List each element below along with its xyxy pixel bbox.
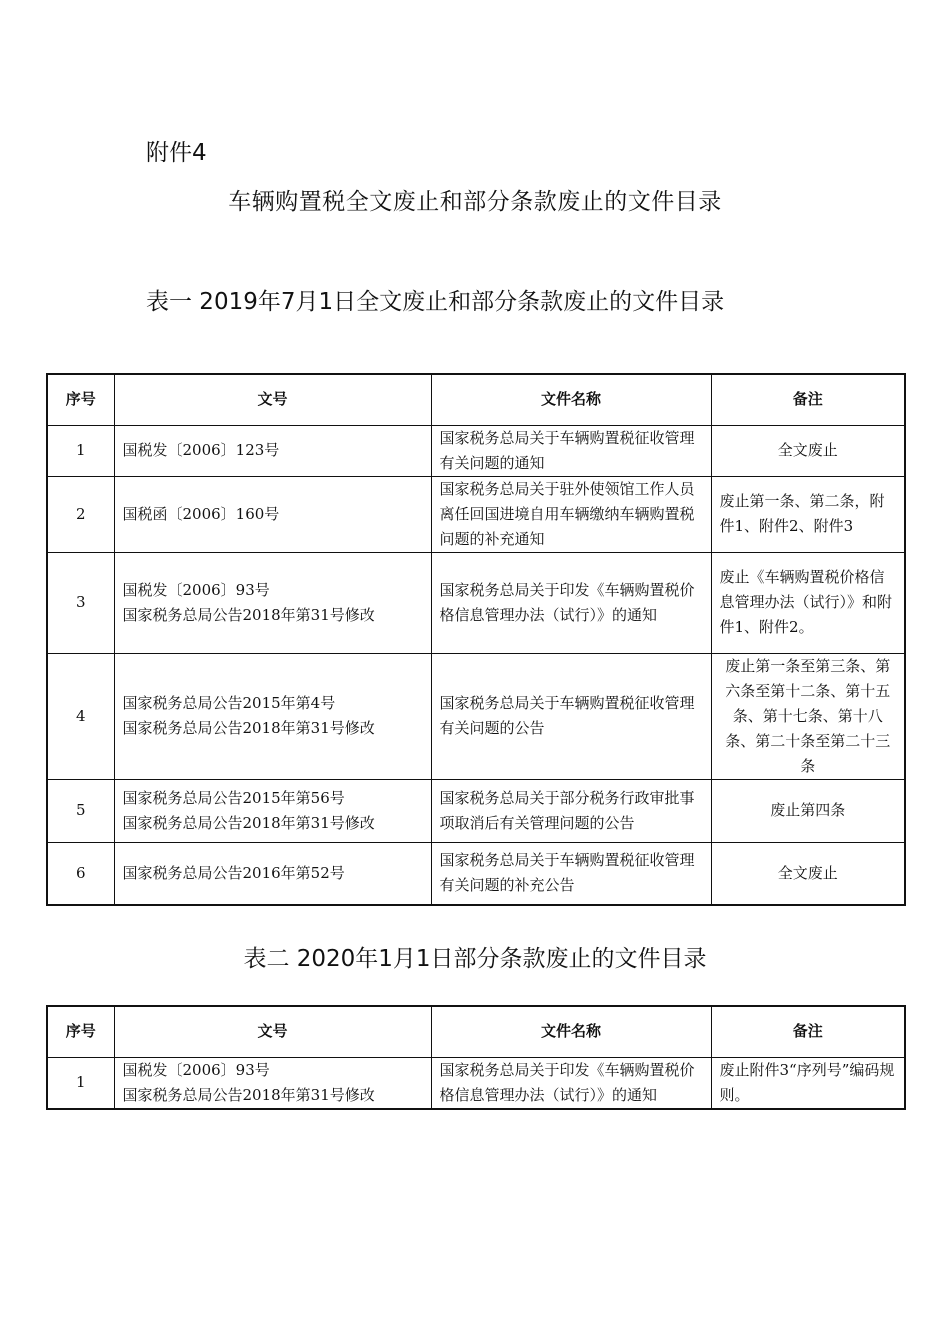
table-row bbox=[47, 842, 905, 905]
doc-name-text: 国家税务总局关于部分税务行政审批事项取消后有关管理问题的公告 bbox=[439, 788, 695, 832]
row-doc-name bbox=[431, 779, 711, 842]
row-note: 全文废止 bbox=[711, 842, 905, 905]
table1 bbox=[46, 373, 906, 906]
row-note: 废止第一条至第三条、第六条至第十二条、第十五条、第十七条、第十八条、第二十条至第二十三条 bbox=[711, 653, 905, 779]
row-note: 废止第一条、第二条，附件1、附件2、附件3 bbox=[711, 476, 905, 552]
table2-header-row bbox=[47, 1006, 905, 1057]
table-row bbox=[47, 552, 905, 653]
row-doc-name bbox=[431, 476, 711, 552]
row-doc-name bbox=[431, 425, 711, 476]
header-no: 序号 bbox=[47, 374, 114, 425]
row-note: 废止《车辆购置税价格信息管理办法（试行）》和附件1、附件2。 bbox=[711, 552, 905, 653]
header-note: 备注 bbox=[711, 374, 905, 425]
doc-name-text: 国家税务总局关于车辆购置税征收管理有关问题的通知 bbox=[439, 428, 695, 472]
row-doc-number bbox=[114, 842, 431, 905]
doc-name-text: 国家税务总局关于车辆购置税征收管理有关问题的补充公告 bbox=[439, 851, 695, 895]
doc-number-line: 国家税务总局公告2018年第31号修改 bbox=[122, 1085, 375, 1104]
header-doc-name: 文件名称 bbox=[431, 1006, 711, 1057]
table-row bbox=[47, 425, 905, 476]
doc-name-text: 国家税务总局关于驻外使领馆工作人员离任回国进境自用车辆缴纳车辆购置税问题的补充通知 bbox=[439, 479, 695, 548]
doc-number-line: 国家税务总局公告2018年第31号修改 bbox=[122, 605, 375, 624]
doc-number-line: 国税函〔2006〕160号 bbox=[122, 504, 280, 523]
row-doc-number bbox=[114, 552, 431, 653]
row-doc-number bbox=[114, 476, 431, 552]
doc-number-line: 国家税务总局公告2018年第31号修改 bbox=[122, 813, 375, 832]
document-title: 车辆购置税全文废止和部分条款废止的文件目录 bbox=[228, 189, 722, 215]
doc-number-line: 国家税务总局公告2015年第56号 bbox=[122, 788, 345, 807]
row-doc-number bbox=[114, 425, 431, 476]
row-note: 废止第四条 bbox=[711, 779, 905, 842]
table2 bbox=[46, 1005, 906, 1110]
doc-name-text: 国家税务总局关于车辆购置税征收管理有关问题的公告 bbox=[439, 694, 695, 737]
header-no: 序号 bbox=[47, 1006, 114, 1057]
table-row bbox=[47, 476, 905, 552]
doc-name-text: 国家税务总局关于印发《车辆购置税价格信息管理办法（试行）》的通知 bbox=[439, 580, 695, 624]
table1-title: 表一 2019年7月1日全文废止和部分条款废止的文件目录 bbox=[146, 289, 725, 315]
doc-number-line: 国税发〔2006〕123号 bbox=[122, 441, 280, 459]
doc-name-text: 国家税务总局关于印发《车辆购置税价格信息管理办法（试行）》的通知 bbox=[439, 1060, 695, 1104]
row-no: 1 bbox=[47, 1057, 114, 1109]
doc-number-line: 国税发〔2006〕93号 bbox=[122, 580, 270, 599]
table2-title: 表二 2020年1月1日部分条款废止的文件目录 bbox=[243, 946, 707, 972]
row-no: 4 bbox=[47, 653, 114, 779]
doc-number-line: 国税发〔2006〕93号 bbox=[122, 1060, 270, 1079]
table-row bbox=[47, 653, 905, 779]
header-note: 备注 bbox=[711, 1006, 905, 1057]
row-no: 1 bbox=[47, 425, 114, 476]
doc-number-line: 国家税务总局公告2018年第31号修改 bbox=[122, 719, 375, 737]
attachment-label: 附件4 bbox=[146, 140, 207, 166]
table-row bbox=[47, 1057, 905, 1109]
row-doc-name bbox=[431, 1057, 711, 1109]
doc-number-line: 国家税务总局公告2015年第4号 bbox=[122, 694, 336, 712]
row-doc-number bbox=[114, 653, 431, 779]
row-no: 2 bbox=[47, 476, 114, 552]
table1-header-row bbox=[47, 374, 905, 425]
table-row bbox=[47, 779, 905, 842]
row-note: 全文废止 bbox=[711, 425, 905, 476]
row-doc-name bbox=[431, 552, 711, 653]
header-doc-number: 文号 bbox=[114, 1006, 431, 1057]
header-doc-number: 文号 bbox=[114, 374, 431, 425]
row-doc-name bbox=[431, 653, 711, 779]
row-no: 3 bbox=[47, 552, 114, 653]
row-doc-number bbox=[114, 779, 431, 842]
doc-number-line: 国家税务总局公告2016年第52号 bbox=[122, 863, 345, 882]
row-note: 废止附件3“序列号”编码规则。 bbox=[711, 1057, 905, 1109]
row-doc-number bbox=[114, 1057, 431, 1109]
row-no: 5 bbox=[47, 779, 114, 842]
row-doc-name bbox=[431, 842, 711, 905]
header-doc-name: 文件名称 bbox=[431, 374, 711, 425]
row-no: 6 bbox=[47, 842, 114, 905]
